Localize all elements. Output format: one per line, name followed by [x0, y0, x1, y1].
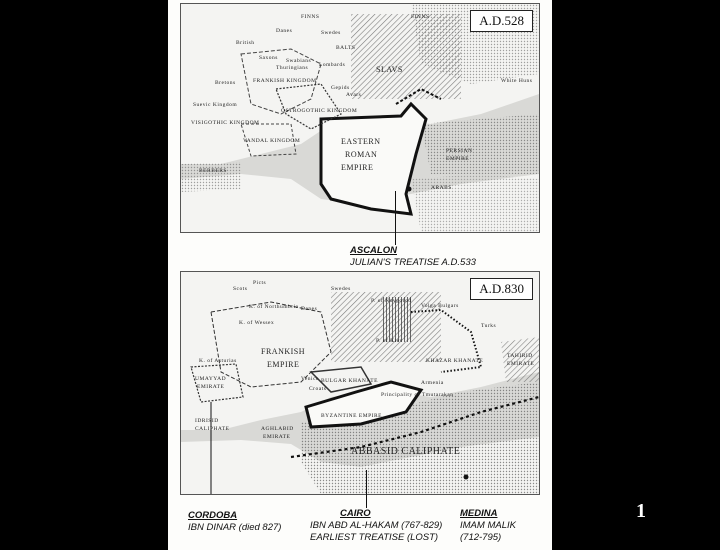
- ascalon-city: ASCALON: [350, 245, 397, 256]
- label-croats: Croats: [309, 386, 327, 392]
- label-wessex: K. of Wessex: [239, 320, 275, 326]
- label-vandal: VANDAL KINGDOM: [243, 138, 301, 144]
- slide-number: 1: [636, 500, 646, 522]
- label-khazar: KHAZAR KHANATE: [426, 358, 484, 364]
- cairo-line1: IBN ABD AL-HAKAM (767-829): [310, 520, 443, 531]
- label-byzantine: BYZANTINE EMPIRE: [321, 413, 383, 419]
- label-bulgar: BULGAR KHANATE: [321, 378, 378, 384]
- cordoba-line1: IBN DINAR (died 827): [188, 522, 282, 533]
- date-box-830: A.D.830: [470, 278, 533, 300]
- label-arabs: ARABS: [431, 185, 452, 191]
- label-persian-1: PERSIAN: [446, 148, 473, 154]
- label-avars: Avars: [346, 92, 362, 98]
- label-gepids: Gepids: [331, 85, 350, 91]
- label-swedes-830: Swedes: [331, 286, 351, 292]
- label-armenia: Armenia: [421, 380, 444, 386]
- label-ostrogothic: OSTROGOTHIC KINGDOM: [281, 108, 358, 114]
- label-suevic: Suevic Kingdom: [193, 102, 238, 108]
- label-idrisid-2: CALIPHATE: [195, 426, 230, 432]
- label-lombards: Lombards: [319, 62, 346, 68]
- label-scots: Scots: [233, 286, 248, 292]
- label-tahirid-1: TAHIRID: [507, 353, 533, 359]
- label-turks: Turks: [481, 323, 497, 329]
- label-eastern: EASTERN: [341, 137, 381, 146]
- arabs-region: [411, 174, 539, 232]
- label-danes: Danes: [276, 28, 293, 34]
- map-ad-528-graphic: [181, 4, 539, 232]
- label-frankish: FRANKISH KINGDOM: [253, 78, 317, 84]
- label-swedes: Swedes: [321, 30, 341, 36]
- cordoba-city: CORDOBA: [188, 510, 238, 521]
- cairo-leader-line: [366, 470, 367, 508]
- label-empire: EMPIRE: [341, 163, 374, 172]
- label-finns-2: FINNS: [411, 14, 430, 20]
- map-ad-528: [180, 3, 540, 233]
- label-swabians: Swabians: [286, 58, 312, 64]
- label-finns-1: FINNS: [301, 14, 320, 20]
- label-berbers: BERBERS: [199, 168, 227, 174]
- label-visigothic: VISIGOTHIC KINGDOM: [191, 120, 260, 126]
- label-saxons: Saxons: [259, 55, 278, 61]
- label-danes-830: Danes: [301, 306, 318, 312]
- cairo-city: CAIRO: [340, 508, 371, 519]
- label-aghlabid-2: EMIRATE: [263, 434, 291, 440]
- label-umayyad-2: EMIRATE: [197, 384, 225, 390]
- label-kiev: P. of Kiev: [376, 338, 403, 344]
- label-umayyad-1: UMAYYAD: [195, 376, 227, 382]
- label-volga: Volga Bulgars: [421, 303, 459, 309]
- label-thuringians: Thuringians: [276, 65, 309, 71]
- medina-marker: [464, 475, 469, 480]
- label-abbasid: ABBASID CALIPHATE: [351, 446, 461, 457]
- label-venice: Venice: [301, 376, 319, 382]
- medina-city: MEDINA: [460, 508, 498, 519]
- tahirid-region: [501, 337, 539, 382]
- caption-cairo: [310, 508, 442, 544]
- label-idrisid-1: IDRISID: [195, 418, 219, 424]
- label-novgorod: P. of Novgorod: [371, 298, 412, 304]
- label-asturias: K. of Asturias: [199, 358, 237, 364]
- label-white-huns: White Huns: [501, 78, 533, 84]
- caption-cordoba: [188, 510, 281, 534]
- label-aghlabid-1: AGHLABID: [261, 426, 294, 432]
- label-frankish-1: FRANKISH: [261, 347, 306, 356]
- cairo-line2: EARLIEST TREATISE (LOST): [310, 532, 439, 543]
- label-tahirid-2: EMIRATE: [507, 361, 535, 367]
- label-bretons: Bretons: [215, 80, 236, 86]
- label-frankish-2: EMPIRE: [267, 360, 300, 369]
- map-sheet: [168, 0, 552, 550]
- caption-ascalon: [350, 245, 476, 269]
- medina-line1: IMAM MALIK: [460, 520, 516, 531]
- map-ad-830-graphic: [181, 272, 539, 494]
- label-british: British: [236, 40, 255, 46]
- label-picts: Picts: [253, 280, 267, 286]
- label-slavs: SLAVS: [376, 65, 403, 74]
- label-roman: ROMAN: [345, 150, 378, 159]
- label-persian-2: EMPIRE: [446, 156, 470, 162]
- label-tmutarakan: Principality of Tmutarakan: [381, 392, 454, 398]
- ascalon-marker: [407, 187, 412, 192]
- berbers-region: [181, 162, 241, 192]
- medina-line2: (712-795): [460, 532, 502, 543]
- ascalon-line1: JULIAN'S TREATISE A.D.533: [350, 257, 476, 268]
- persian-region: [421, 114, 539, 174]
- caption-medina: [460, 508, 516, 544]
- date-box-528: A.D.528: [470, 10, 533, 32]
- ascalon-leader-line: [395, 191, 396, 245]
- map-ad-830: [180, 271, 540, 495]
- label-balts: BALTS: [336, 45, 356, 51]
- label-northumbria: K. of Northumbria: [249, 304, 299, 310]
